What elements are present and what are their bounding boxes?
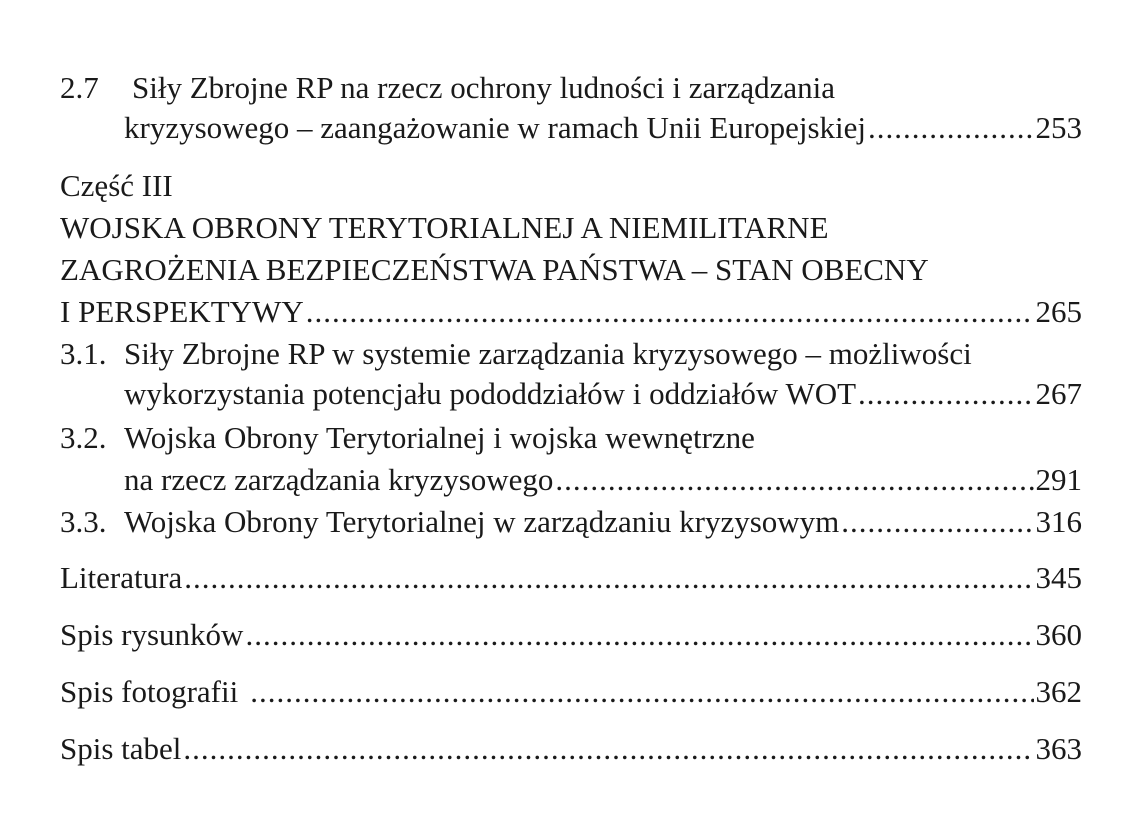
entry-title: Spis fotografii (60, 674, 239, 709)
part-3-title-1: WOJSKA OBRONY TERYTORIALNEJ A NIEMILITARNE (60, 210, 829, 245)
page-number: 316 (1035, 504, 1082, 539)
part-title-line-3 (60, 292, 1082, 332)
entry-title-line-2: kryzysowego – zaangażowanie w ramach Unii Europejskiej (124, 110, 867, 145)
entry-number: 3.2. (60, 420, 107, 455)
dot-leader (184, 558, 1033, 598)
dot-leader (183, 729, 1033, 769)
page-number: 253 (1035, 110, 1082, 145)
entry-title: Spis tabel (60, 731, 182, 766)
toc-entry-2-7 (60, 68, 1082, 108)
entry-number: 2.7 (60, 70, 99, 105)
entry-title-line-2: wykorzystania potencjału pododdziałów i oddziałów WOT (124, 376, 857, 411)
toc-entry-3-2-continued (124, 460, 1082, 500)
entry-number: 3.1. (60, 336, 107, 371)
dot-leader (868, 108, 1033, 148)
part-title-line-2 (60, 250, 1082, 290)
toc-entry-3-1 (60, 334, 1082, 374)
entry-number: 3.3. (60, 504, 107, 539)
dot-leader (250, 672, 1033, 712)
dot-leader (858, 374, 1033, 414)
toc-entry-3-3 (60, 502, 1082, 542)
toc-entry-spis-tabel (60, 729, 1082, 769)
entry-title-line-1: Wojska Obrony Terytorialnej i wojska wewnętrzne (124, 420, 755, 455)
part-3-label: Część III (60, 168, 173, 203)
dot-leader (245, 615, 1033, 655)
toc-entry-literatura (60, 558, 1082, 598)
part-title-line-1 (60, 208, 1082, 248)
toc-entry-spis-fotografii (60, 672, 1082, 712)
page-number: 291 (1035, 462, 1082, 497)
dot-leader (841, 502, 1033, 542)
entry-title-line-2: na rzecz zarządzania kryzysowego (124, 462, 554, 497)
toc-entry-3-1-continued (124, 374, 1082, 414)
entry-title-line-1: Wojska Obrony Terytorialnej w zarządzaniu kryzysowym (124, 504, 840, 539)
entry-title-line-1: Siły Zbrojne RP na rzecz ochrony ludności i zarządzania (132, 70, 835, 105)
toc-entry-2-7-continued (124, 108, 1082, 148)
part-3-title-2: ZAGROŻENIA BEZPIECZEŃSTWA PAŃSTWA – STAN OBECNY (60, 252, 929, 287)
dot-leader (555, 460, 1033, 500)
toc-entry-3-2 (60, 418, 1082, 458)
entry-title-line-1: Siły Zbrojne RP w systemie zarządzania kryzysowego – możliwości (124, 336, 972, 371)
entry-title: Literatura (60, 560, 183, 595)
dot-leader (306, 292, 1034, 332)
page-number: 362 (1035, 674, 1082, 709)
part-3-title-3: I PERSPEKTYWY (60, 294, 304, 329)
toc-entry-spis-rysunkow (60, 615, 1082, 655)
page-number: 345 (1035, 560, 1082, 595)
entry-title: Spis rysunków (60, 617, 244, 652)
page-number: 363 (1035, 731, 1082, 766)
page-number: 265 (1035, 294, 1082, 329)
page-number: 360 (1035, 617, 1082, 652)
page-number: 267 (1035, 376, 1082, 411)
part-label (60, 166, 1082, 206)
